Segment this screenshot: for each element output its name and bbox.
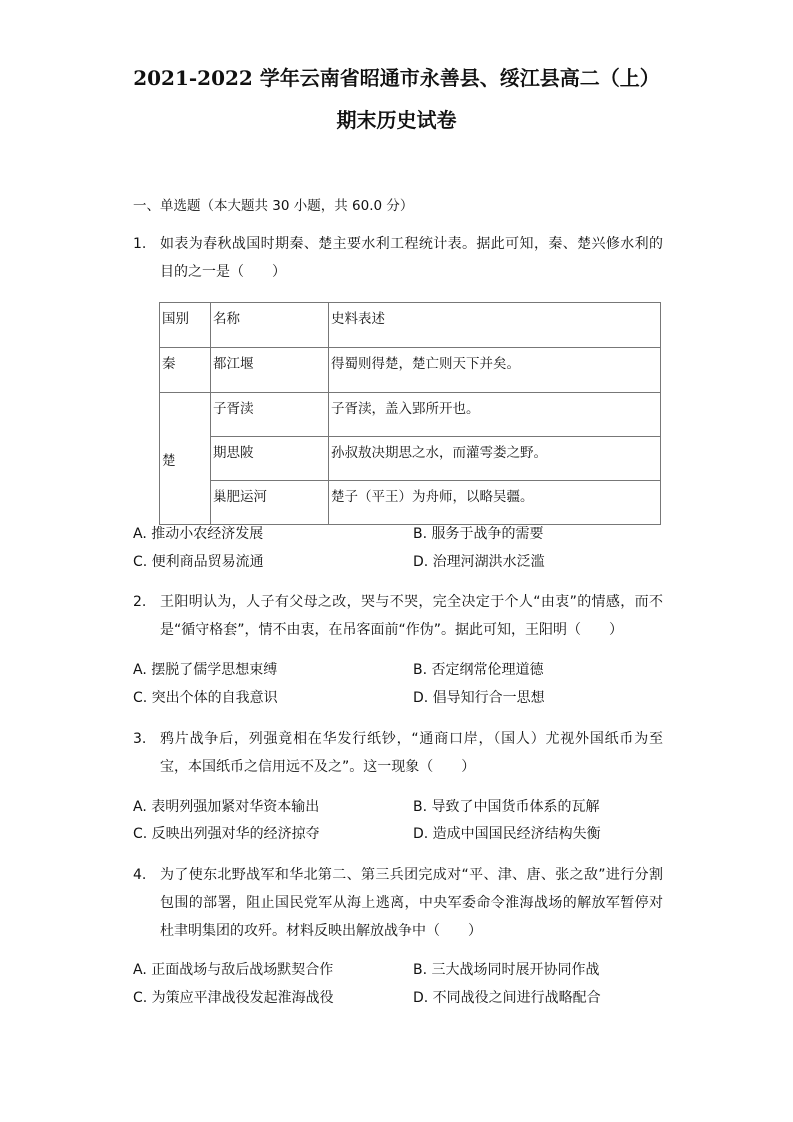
table-cell: 孙叔敖决期思之水，而灌雩娄之野。: [329, 437, 661, 481]
question-text: 王阳明认为，人子有父母之改，哭与不哭，完全决定于个人“由衷”的情感，而不是“循守格套”，情不由衷，在吊客面前“作伪”。据此可知，王阳明（ ）: [160, 594, 663, 638]
option-a[interactable]: A. 正面战场与敌后战场默契合作: [133, 962, 334, 978]
header-cell: 名称: [211, 303, 329, 348]
section-heading: 一、单选题（本大题共 30 小题，共 60.0 分）: [133, 198, 414, 214]
option-b[interactable]: B. 否定纲常伦理道德: [413, 662, 544, 678]
table-row: [160, 437, 661, 481]
table-row: [160, 348, 661, 393]
option-a[interactable]: A. 推动小农经济发展: [133, 526, 264, 542]
question-number: 1.: [133, 236, 147, 252]
table-row: [160, 481, 661, 525]
table-cell: 巢肥运河: [211, 481, 329, 525]
option-c[interactable]: C. 突出个体的自我意识: [133, 690, 278, 706]
question-number: 4.: [133, 867, 147, 883]
option-c[interactable]: C. 为策应平津战役发起淮海战役: [133, 990, 334, 1006]
table-cell: 子胥渎: [211, 393, 329, 437]
question-4: [133, 861, 663, 945]
option-d[interactable]: D. 不同战役之间进行战略配合: [413, 990, 601, 1006]
irrigation-table: [159, 302, 661, 525]
question-1: [133, 230, 663, 286]
option-d[interactable]: D. 造成中国国民经济结构失衡: [413, 826, 601, 842]
question-number: 2.: [133, 594, 147, 610]
table-cell: 都江堰: [211, 348, 329, 393]
table-cell: 子胥渎，盖入郢所开也。: [329, 393, 661, 437]
table-cell: 期思陂: [211, 437, 329, 481]
option-d[interactable]: D. 倡导知行合一思想: [413, 690, 545, 706]
header-cell: 史料表述: [329, 303, 661, 348]
option-b[interactable]: B. 导致了中国货币体系的瓦解: [413, 799, 600, 815]
table-row: [160, 393, 661, 437]
option-c[interactable]: C. 便利商品贸易流通: [133, 554, 264, 570]
option-a[interactable]: A. 表明列强加紧对华资本输出: [133, 799, 320, 815]
option-b[interactable]: B. 服务于战争的需要: [413, 526, 544, 542]
option-a[interactable]: A. 摆脱了儒学思想束缚: [133, 662, 278, 678]
question-text: 鸦片战争后，列强竟相在华发行纸钞，“通商口岸，（国人）尤视外国纸币为至宝，本国纸币之信用远不及之”。这一现象（ ）: [160, 731, 663, 775]
table-cell: 秦: [160, 348, 211, 393]
exam-title-line1: 2021-2022 学年云南省昭通市永善县、绥江县高二（上）: [133, 66, 660, 90]
table-cell: 得蜀则得楚，楚亡则天下并矣。: [329, 348, 661, 393]
header-cell: 国别: [160, 303, 211, 348]
option-c[interactable]: C. 反映出列强对华的经济掠夺: [133, 826, 320, 842]
question-text: 如表为春秋战国时期秦、楚主要水利工程统计表。据此可知，秦、楚兴修水利的目的之一是（ ）: [160, 236, 663, 280]
option-b[interactable]: B. 三大战场同时展开协同作战: [413, 962, 600, 978]
question-number: 3.: [133, 731, 147, 747]
option-d[interactable]: D. 治理河湖洪水泛滥: [413, 554, 545, 570]
question-2: [133, 588, 663, 644]
table-cell: 楚: [160, 393, 211, 525]
question-3: [133, 725, 663, 781]
table-cell: 楚子（平王）为舟师，以略吴疆。: [329, 481, 661, 525]
table-header-row: [160, 303, 661, 348]
exam-title-line2: 期末历史试卷: [336, 108, 457, 132]
question-text: 为了使东北野战军和华北第二、第三兵团完成对“平、津、唐、张之敌”进行分割包围的部署，阻止国民党军从海上逃离，中央军委命令淮海战场的解放军暂停对杜聿明集团的攻歼。材料反映出解放战争中（ ）: [160, 867, 663, 939]
